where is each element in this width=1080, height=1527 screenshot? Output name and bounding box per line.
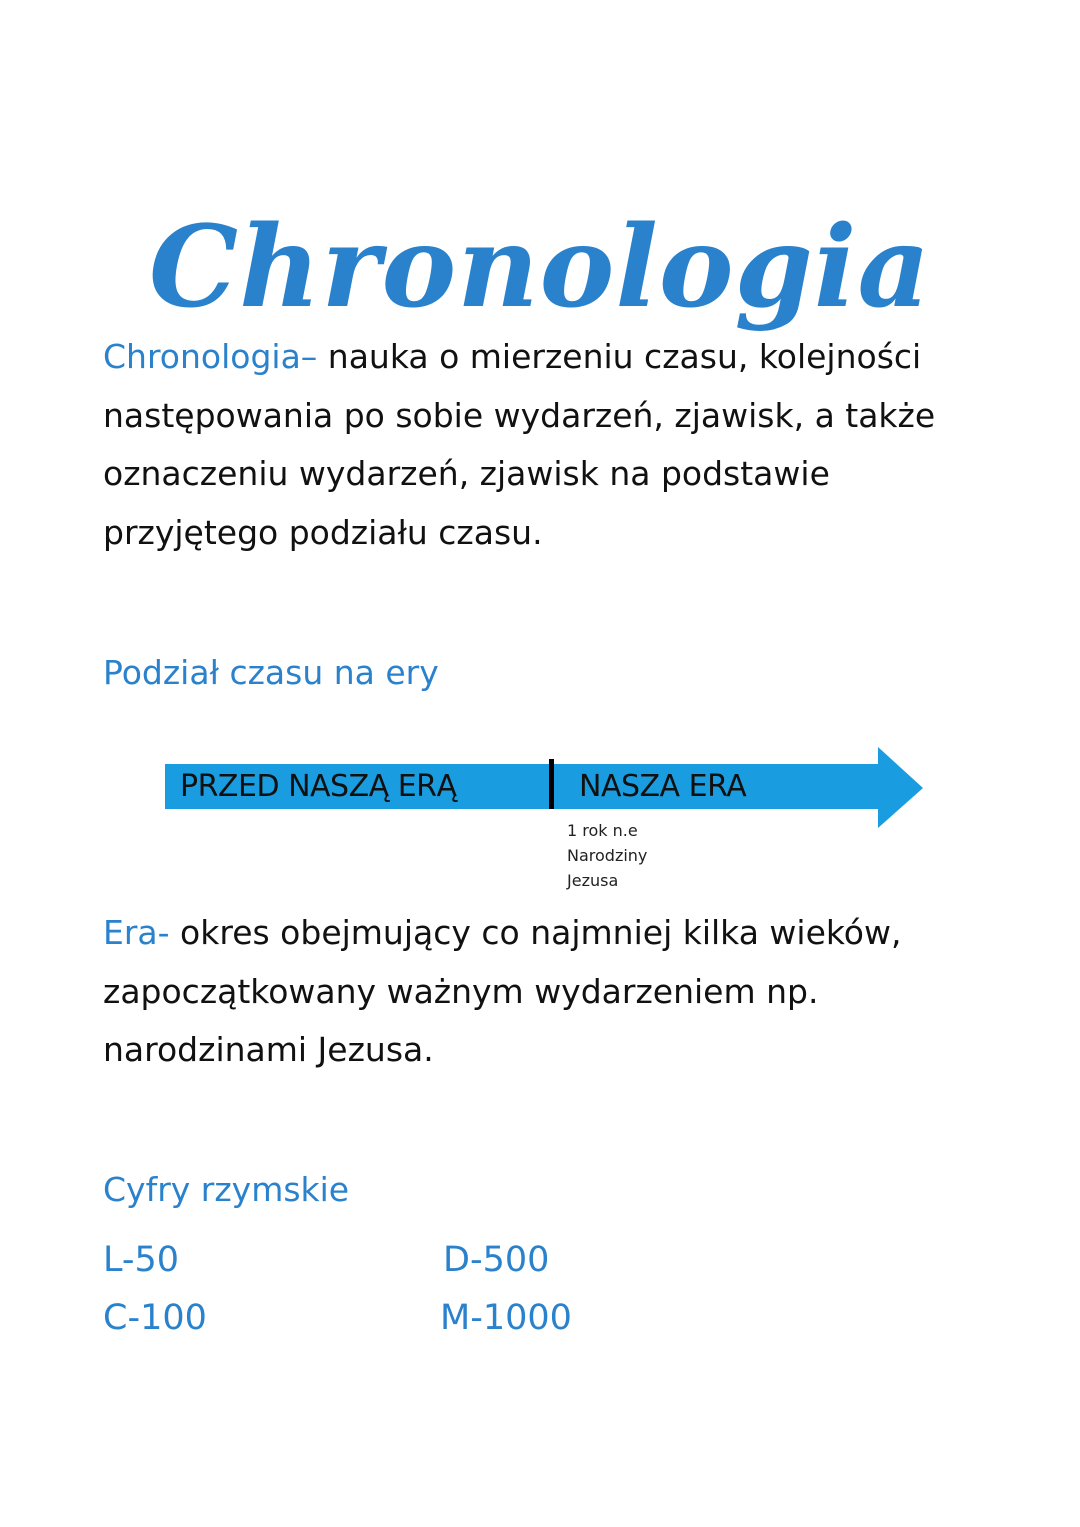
note-line: 1 rok n.e — [567, 821, 638, 840]
note-line: Jezusa — [567, 871, 619, 890]
definition-line — [103, 904, 983, 963]
year-one-note — [567, 818, 647, 893]
numeral-l: L-50 — [103, 1240, 180, 1280]
numeral-c: C-100 — [103, 1298, 207, 1338]
numeral-m: M-1000 — [440, 1298, 572, 1338]
era-timeline-diagram — [165, 745, 930, 835]
definition-text: okres obejmujący co najmniej kilka wieków, — [169, 913, 902, 952]
era-definition — [103, 904, 983, 1080]
era-divider-line — [549, 759, 554, 809]
definition-line: przyjętego podziału czasu. — [103, 512, 543, 552]
definition-line: następowania po sobie wydarzeń, zjawisk, a także — [103, 395, 936, 435]
definition-line — [103, 328, 983, 387]
label-common-era: NASZA ERA — [579, 769, 747, 804]
label-before-common-era: PRZED NASZĄ ERĄ — [180, 769, 457, 804]
definition-line: oznaczeniu wydarzeń, zjawisk na podstawie — [103, 454, 830, 493]
chronologia-definition — [103, 328, 983, 562]
numeral-d: D-500 — [443, 1240, 550, 1280]
term-era: Era- — [103, 913, 170, 952]
definition-line: zapoczątkowany ważnym wydarzeniem np. — [103, 971, 819, 1011]
roman-numerals-heading: Cyfry rzymskie — [103, 1170, 350, 1209]
note-line: Narodziny — [567, 846, 648, 865]
page-title: Chronologia — [148, 202, 932, 334]
definition-line: narodzinami Jezusa. — [103, 1030, 434, 1069]
definition-text: nauka o mierzeniu czasu, kolejności — [317, 337, 922, 376]
term-chronologia: Chronologia– — [103, 337, 318, 376]
era-section-heading: Podział czasu na ery — [103, 653, 439, 692]
